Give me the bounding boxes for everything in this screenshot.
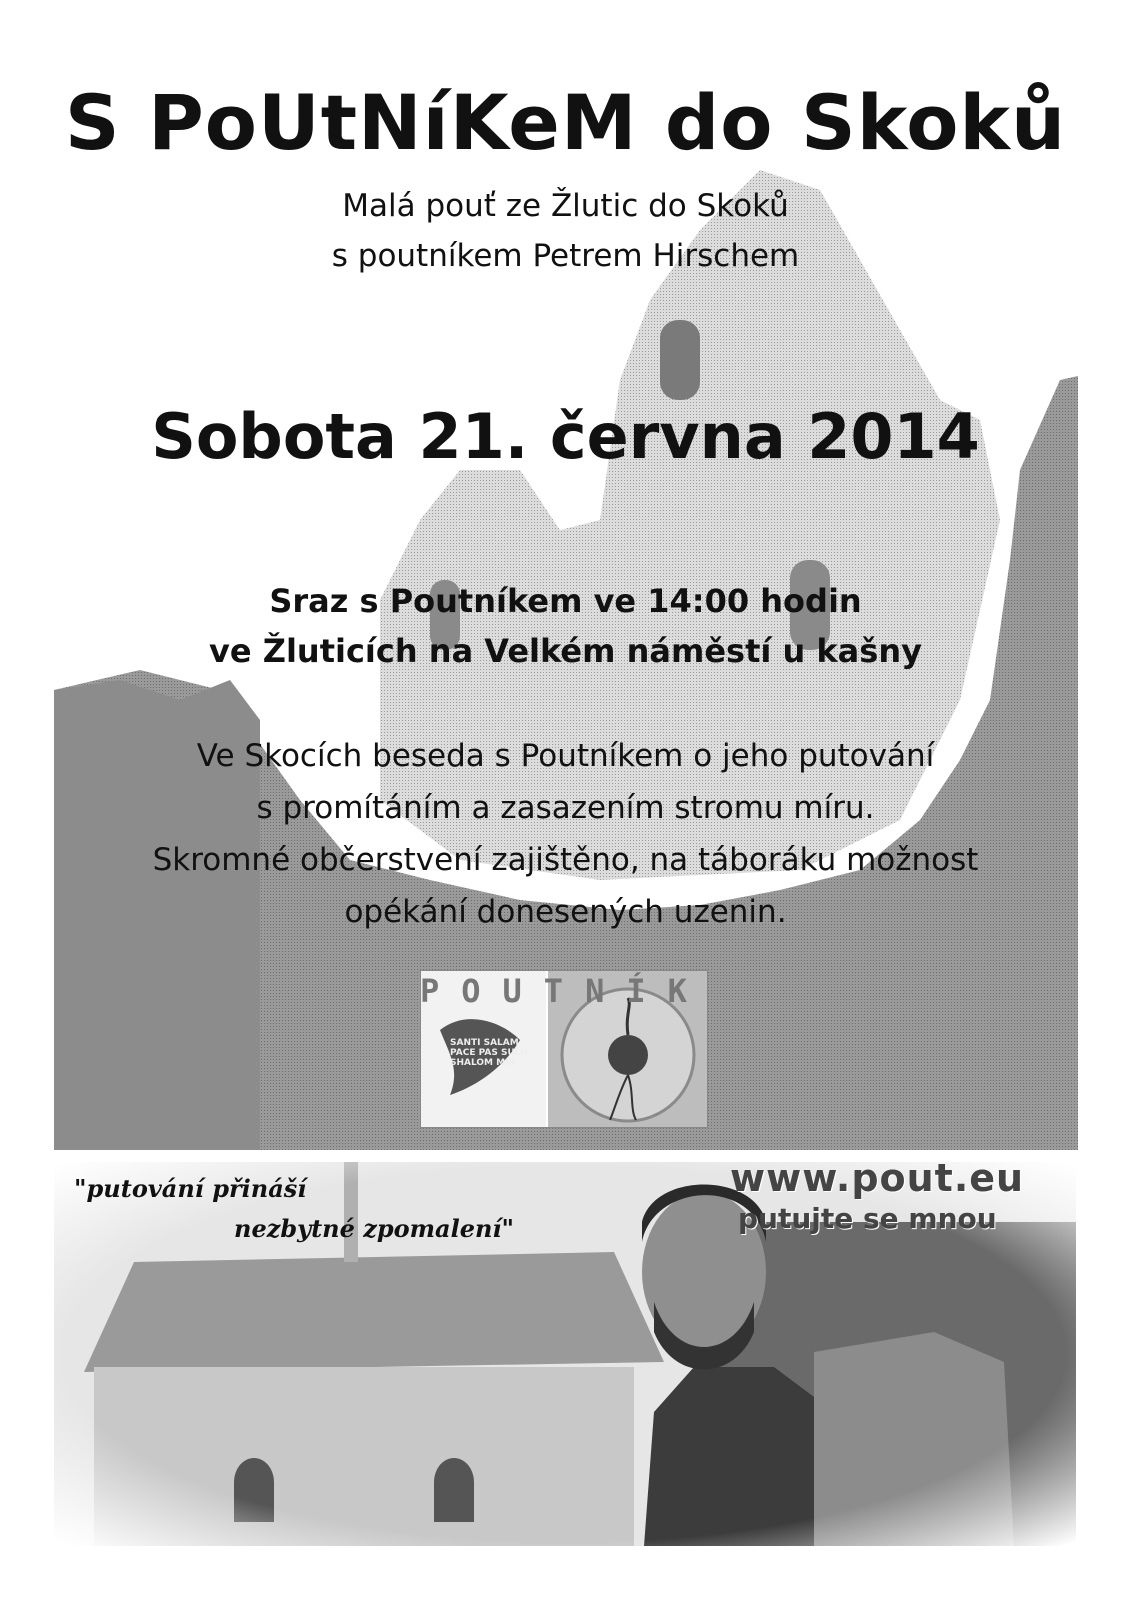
quote-line-2: nezbytné zpomalení" (234, 1214, 515, 1243)
dove-word: SANTI (450, 1038, 481, 1048)
dove-word: SULH (501, 1048, 529, 1058)
dove-word: SALAM (483, 1038, 519, 1048)
program-line-4: opékání donesených uzenin. (344, 894, 787, 930)
logo-dove-words (450, 1038, 530, 1068)
poster-title: S PoUtNíKeM do Skoků (64, 78, 1067, 167)
logo-word: POUTNÍK (420, 972, 709, 1010)
dove-word: PAS (478, 1048, 498, 1058)
dove-word: PACE (450, 1048, 476, 1058)
website-url: www.pout.eu (730, 1156, 1025, 1200)
subtitle-line-1: Malá pouť ze Žlutic do Skoků (342, 188, 789, 224)
ruin-window (660, 320, 700, 400)
dove-word: MIR (496, 1058, 516, 1068)
pilgrim-photo-banner (54, 1156, 1076, 1546)
quote-line-1: "putování přináší (74, 1174, 307, 1203)
poutnik-logo (420, 970, 708, 1128)
program-line-3: Skromné občerstvení zajištěno, na táboráku možnost (152, 842, 979, 878)
event-date: Sobota 21. června 2014 (151, 400, 980, 473)
subtitle-line-2: s poutníkem Petrem Hirschem (331, 238, 800, 274)
program-line-2: s promítáním a zasazením stromu míru. (256, 790, 875, 826)
program-line-1: Ve Skocích beseda s Poutníkem o jeho putování (196, 738, 935, 774)
website-tagline: putujte se mnou (738, 1202, 997, 1235)
dove-word: SHALOM (450, 1058, 494, 1068)
meeting-line-1: Sraz s Poutníkem ve 14:00 hodin (269, 582, 862, 620)
meeting-line-2: ve Žluticích na Velkém náměstí u kašny (209, 632, 922, 670)
